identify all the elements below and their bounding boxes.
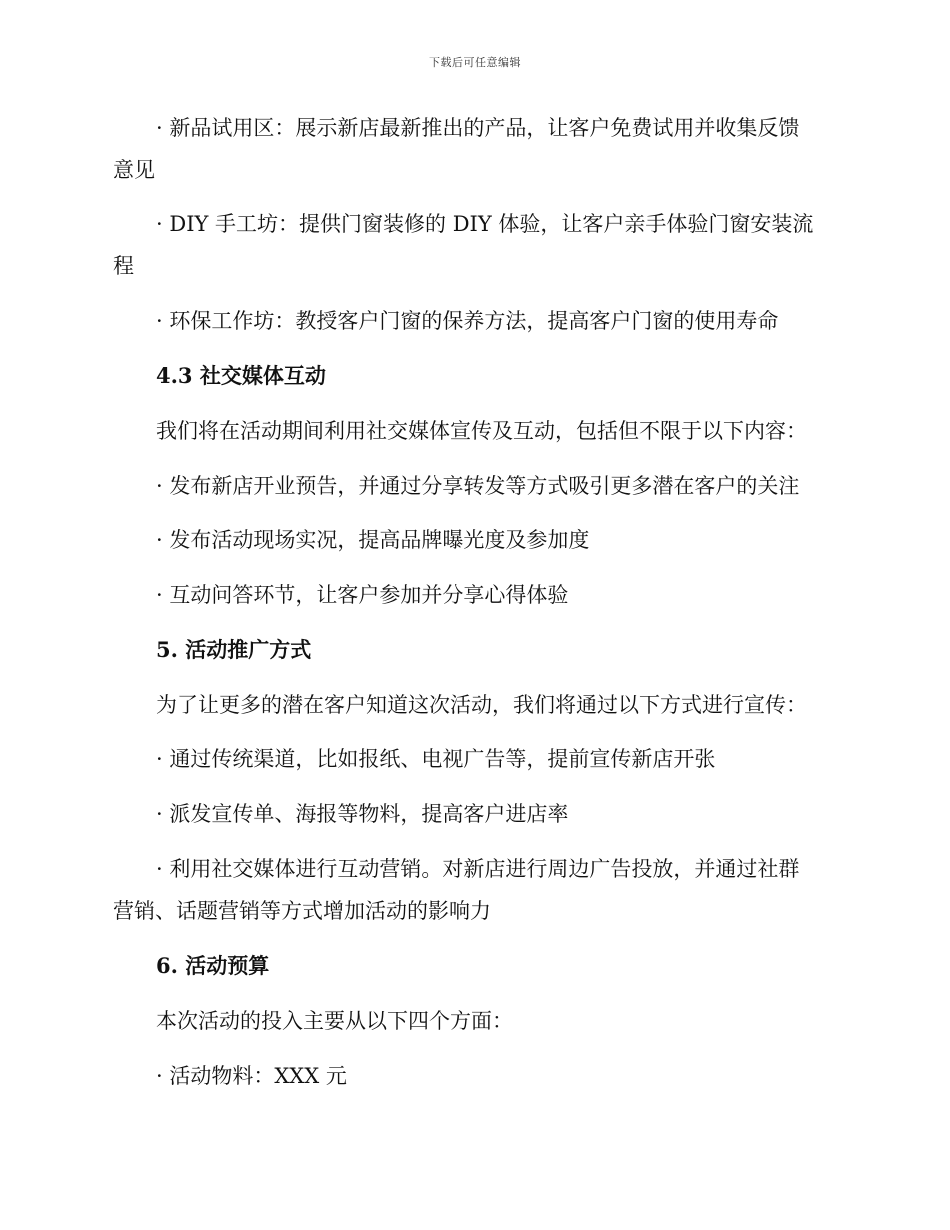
paragraph-budget-intro: 本次活动的投入主要从以下四个方面： — [156, 1009, 513, 1033]
bullet-diy-workshop: · DIY 手工坊：提供门窗装修的 DIY 体验，让客户亲手体验门窗安装流 — [156, 212, 814, 236]
bullet-flyers-posters: · 派发宣传单、海报等物料，提高客户进店率 — [156, 802, 569, 826]
bullet-qa-session: · 互动问答环节，让客户参加并分享心得体验 — [156, 583, 569, 607]
bullet-eco-workshop: · 环保工作坊：教授客户门窗的保养方法，提高客户门窗的使用寿命 — [156, 309, 779, 333]
section-heading-4-3: 4.3 社交媒体互动 — [156, 363, 326, 388]
bullet-new-product-trial: · 新品试用区：展示新店最新推出的产品，让客户免费试用并收集反馈 — [156, 116, 800, 140]
paragraph-social-media-intro: 我们将在活动期间利用社交媒体宣传及互动，包括但不限于以下内容： — [156, 419, 807, 443]
page-header: 下载后可任意编辑 — [429, 56, 521, 69]
bullet-opening-preview: · 发布新店开业预告，并通过分享转发等方式吸引更多潜在客户的关注 — [156, 474, 800, 498]
bullet-new-product-trial-cont: 意见 — [113, 158, 155, 182]
bullet-materials-budget: · 活动物料：XXX 元 — [156, 1064, 347, 1088]
section-heading-6: 6. 活动预算 — [156, 953, 270, 978]
bullet-traditional-channels: · 通过传统渠道，比如报纸、电视广告等，提前宣传新店开张 — [156, 747, 716, 771]
paragraph-promotion-intro: 为了让更多的潜在客户知道这次活动，我们将通过以下方式进行宣传： — [156, 693, 807, 717]
bullet-social-marketing: · 利用社交媒体进行互动营销。对新店进行周边广告投放，并通过社群 — [156, 857, 800, 881]
bullet-diy-workshop-cont: 程 — [113, 254, 134, 278]
bullet-social-marketing-cont: 营销、话题营销等方式增加活动的影响力 — [113, 899, 491, 923]
bullet-live-updates: · 发布活动现场实况，提高品牌曝光度及参加度 — [156, 528, 590, 552]
section-heading-5: 5. 活动推广方式 — [156, 637, 312, 662]
